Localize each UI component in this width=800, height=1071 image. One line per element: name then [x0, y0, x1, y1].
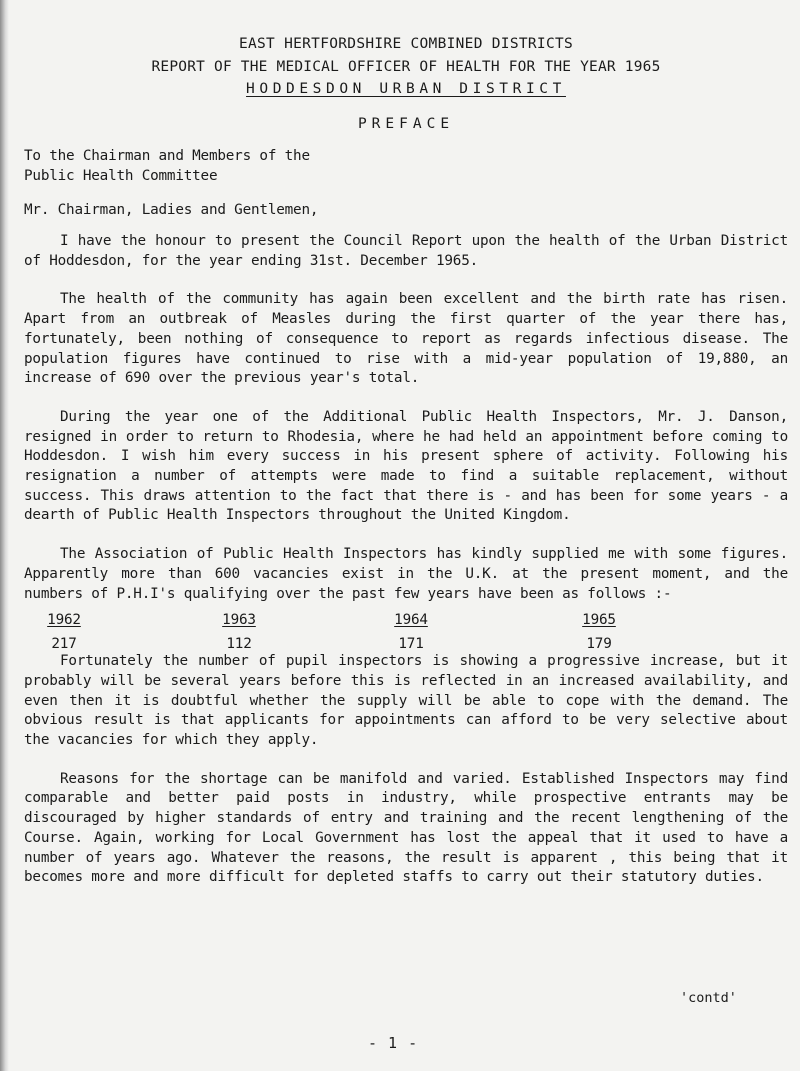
section-title-preface: PREFACE	[357, 116, 455, 132]
year-header: 1965	[582, 612, 616, 629]
header-line-urban-district	[24, 79, 788, 99]
salutation: Mr. Chairman, Ladies and Gentlemen,	[24, 202, 319, 218]
year-header: 1964	[394, 612, 428, 629]
report-content	[24, 34, 788, 888]
addressee-block	[24, 146, 788, 186]
table-column	[569, 610, 629, 654]
paragraph-pupil-inspectors: Fortunately the number of pupil inspectors is showing a progressive increase, but it probably will be several years before this is reflected in an increased availability, and even then it is doubtful whether the supply will be able to cope with the demand. The obvious result is that applicants for appointments can afford to be very selective about the vacancies for which they apply.	[24, 653, 788, 749]
year-value: 171	[398, 636, 424, 653]
paragraph-community-health: The health of the community has again been excellent and the birth rate has risen. Apart from an outbreak of Measles during the first quarter of the year there has, fortunately, been nothing of consequence to report as regards infectious disease. The population figures have continued to rise with a mid-year population of 19,880, an increase of 690 over the previous year's total.	[24, 291, 788, 387]
year-value: 217	[51, 636, 77, 653]
year-header: 1962	[47, 612, 81, 629]
header-line-district: EAST HERTFORDSHIRE COMBINED DISTRICTS	[238, 36, 574, 52]
urban-district-title: HODDESDON URBAN DISTRICT	[246, 81, 566, 97]
continued-marker: 'contd'	[680, 990, 737, 1006]
addressee-line-2: Public Health Committee	[24, 168, 218, 184]
year-header: 1963	[222, 612, 256, 629]
header-line-report: REPORT OF THE MEDICAL OFFICER OF HEALTH FOR THE YEAR 1965	[151, 59, 661, 75]
addressee-line-1: To the Chairman and Members of the	[24, 148, 310, 164]
paragraph-association-figures: The Association of Public Health Inspectors has kindly supplied me with some figures. Apparently more than 600 vacancies exist in the U.K. at the present moment, and the numbers of P.H.I's qualifying over the past few years have been as follows :-	[24, 546, 788, 602]
paragraph-inspector-resignation: During the year one of the Additional Public Health Inspectors, Mr. J. Danson, resigned in order to return to Rhodesia, where he had held an appointment before coming to Hoddesdon. I wish him every success in his present sphere of activity. Following his resignation a number of attempts were made to find a suitable replacement, without success. This draws attention to the fact that there is - and has been for some years - a dearth of Public Health Inspectors throughout the United Kingdom.	[24, 408, 788, 524]
table-column	[381, 610, 441, 654]
year-value: 112	[226, 636, 252, 653]
year-value: 179	[586, 636, 612, 653]
paragraph-shortage-reasons: Reasons for the shortage can be manifold and varied. Established Inspectors may find comparable and better paid posts in industry, while prospective entrants may be discouraged by higher standards of entry and training and the recent lengthening of the Course. Again, working for Local Government has lost the appeal that it used to have a number of years ago. Whatever the reasons, the result is apparent , this being that it becomes more and more difficult for depleted staffs to carry out their statutory duties.	[24, 770, 788, 886]
page-number: - 1 -	[368, 1034, 419, 1052]
table-column	[209, 610, 269, 654]
scan-edge-shadow	[0, 0, 9, 1071]
qualifying-figures-table	[24, 610, 788, 653]
table-column	[34, 610, 94, 654]
paragraph-introduction: I have the honour to present the Council Report upon the health of the Urban District of Hoddesdon, for the year ending 31st. December 1965.	[24, 233, 788, 269]
